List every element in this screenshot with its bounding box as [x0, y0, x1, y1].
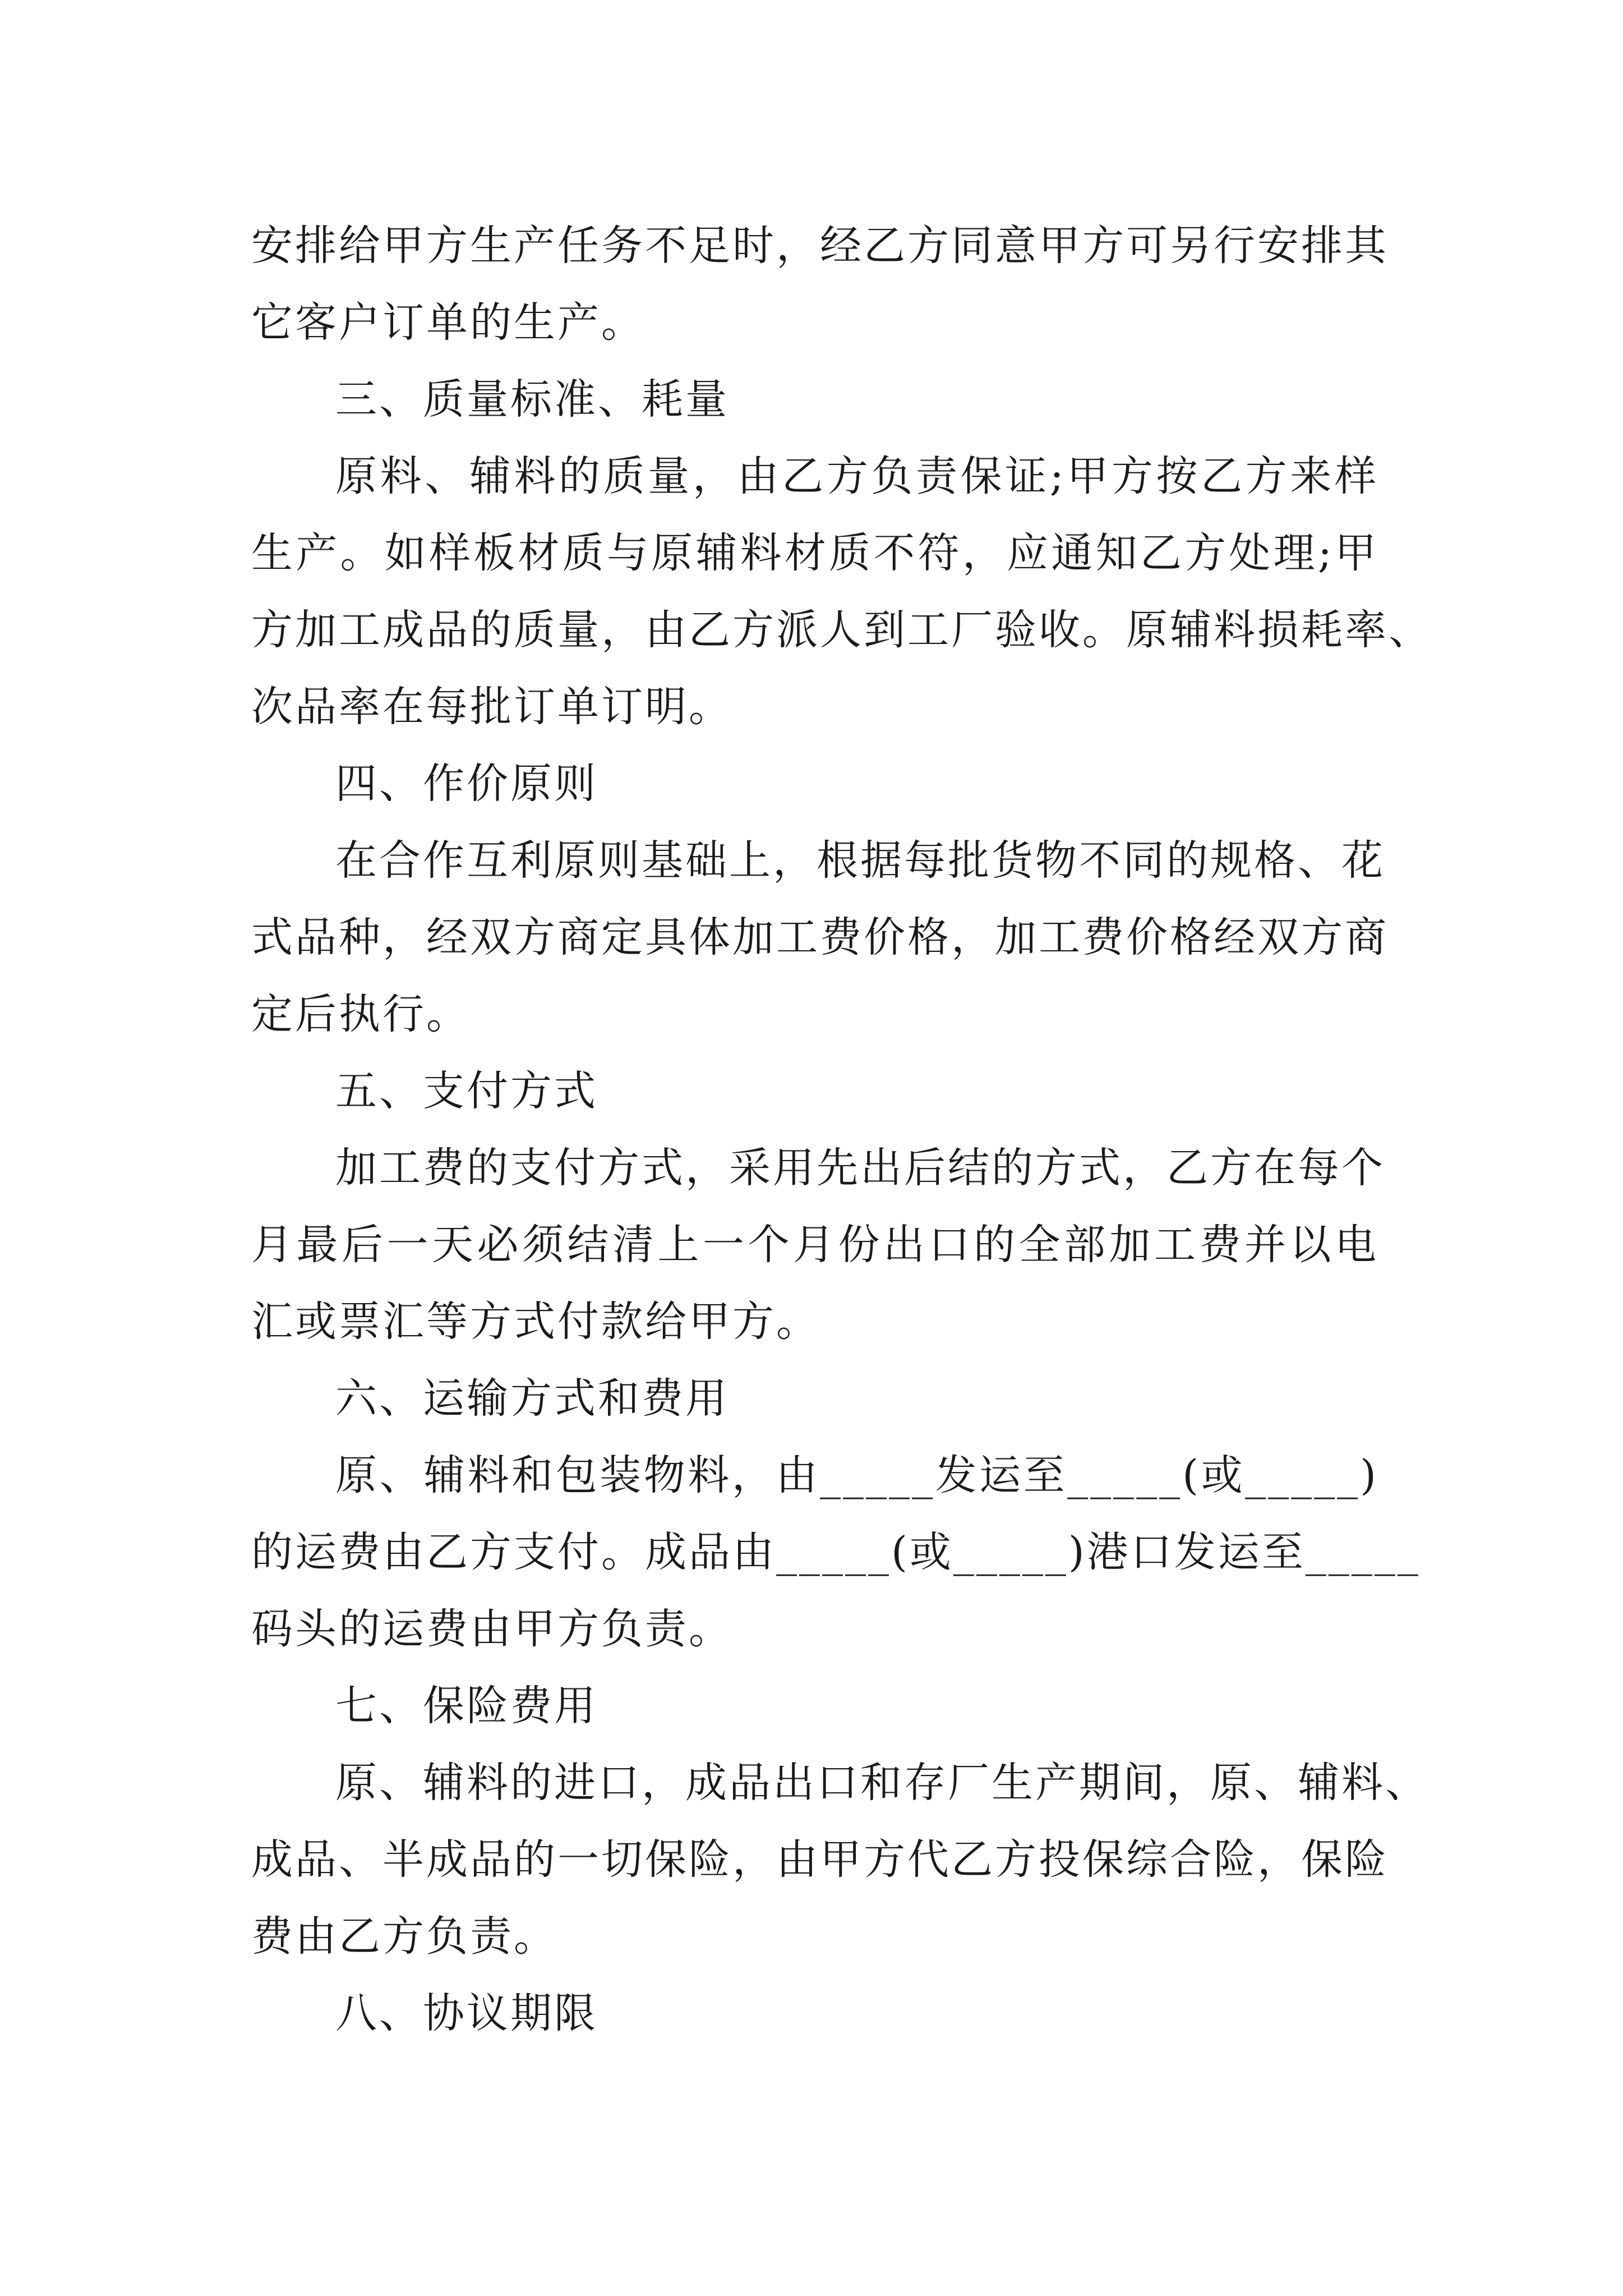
text-line: 方加工成品的质量，由乙方派人到工厂验收。原辅料损耗率、	[251, 606, 1432, 654]
text-line: 式品种，经双方商定具体加工费价格，加工费价格经双方商	[251, 913, 1389, 961]
text-line: 它客户订单的生产。	[251, 298, 645, 347]
text-line: 的运费由乙方支付。成品由_____(或_____)港口发运至_____	[251, 1528, 1421, 1576]
paragraph-first-line: 原料、辅料的质量，由乙方负责保证;甲方按乙方来样	[335, 452, 1378, 500]
text-line: 定后执行。	[251, 990, 470, 1038]
text-line: 次品率在每批订单订明。	[251, 683, 732, 731]
text-line: 码头的运费由甲方负责。	[251, 1605, 732, 1653]
text-line: 月最后一天必须结清上一个月份出口的全部加工费并以电	[251, 1221, 1378, 1269]
document-body	[251, 208, 1432, 2052]
paragraph-first-line: 原、辅料和包装物料，由_____发运至_____(或_____)	[335, 1451, 1378, 1499]
section-heading: 八、协议期限	[335, 1989, 598, 2037]
paragraph-first-line: 在合作互利原则基础上，根据每批货物不同的规格、花	[335, 836, 1385, 885]
paragraph-first-line: 加工费的支付方式，采用先出后结的方式，乙方在每个	[335, 1144, 1385, 1192]
section-heading: 七、保险费用	[335, 1682, 598, 1730]
text-line: 安排给甲方生产任务不足时，经乙方同意甲方可另行安排其	[251, 222, 1389, 270]
text-line: 汇或票汇等方式付款给甲方。	[251, 1297, 820, 1346]
text-line: 费由乙方负责。	[251, 1912, 557, 1961]
section-heading: 四、作价原则	[335, 760, 598, 808]
text-line: 生产。如样板材质与原辅料材质不符，应通知乙方处理;甲	[251, 529, 1378, 577]
section-heading: 五、支付方式	[335, 1067, 598, 1115]
text-line: 成品、半成品的一切保险，由甲方代乙方投保综合险，保险	[251, 1835, 1389, 1884]
section-heading: 三、质量标准、耗量	[335, 375, 729, 424]
paragraph-first-line: 原、辅料的进口，成品出口和存厂生产期间，原、辅料、	[335, 1759, 1429, 1807]
section-heading: 六、运输方式和费用	[335, 1374, 729, 1423]
